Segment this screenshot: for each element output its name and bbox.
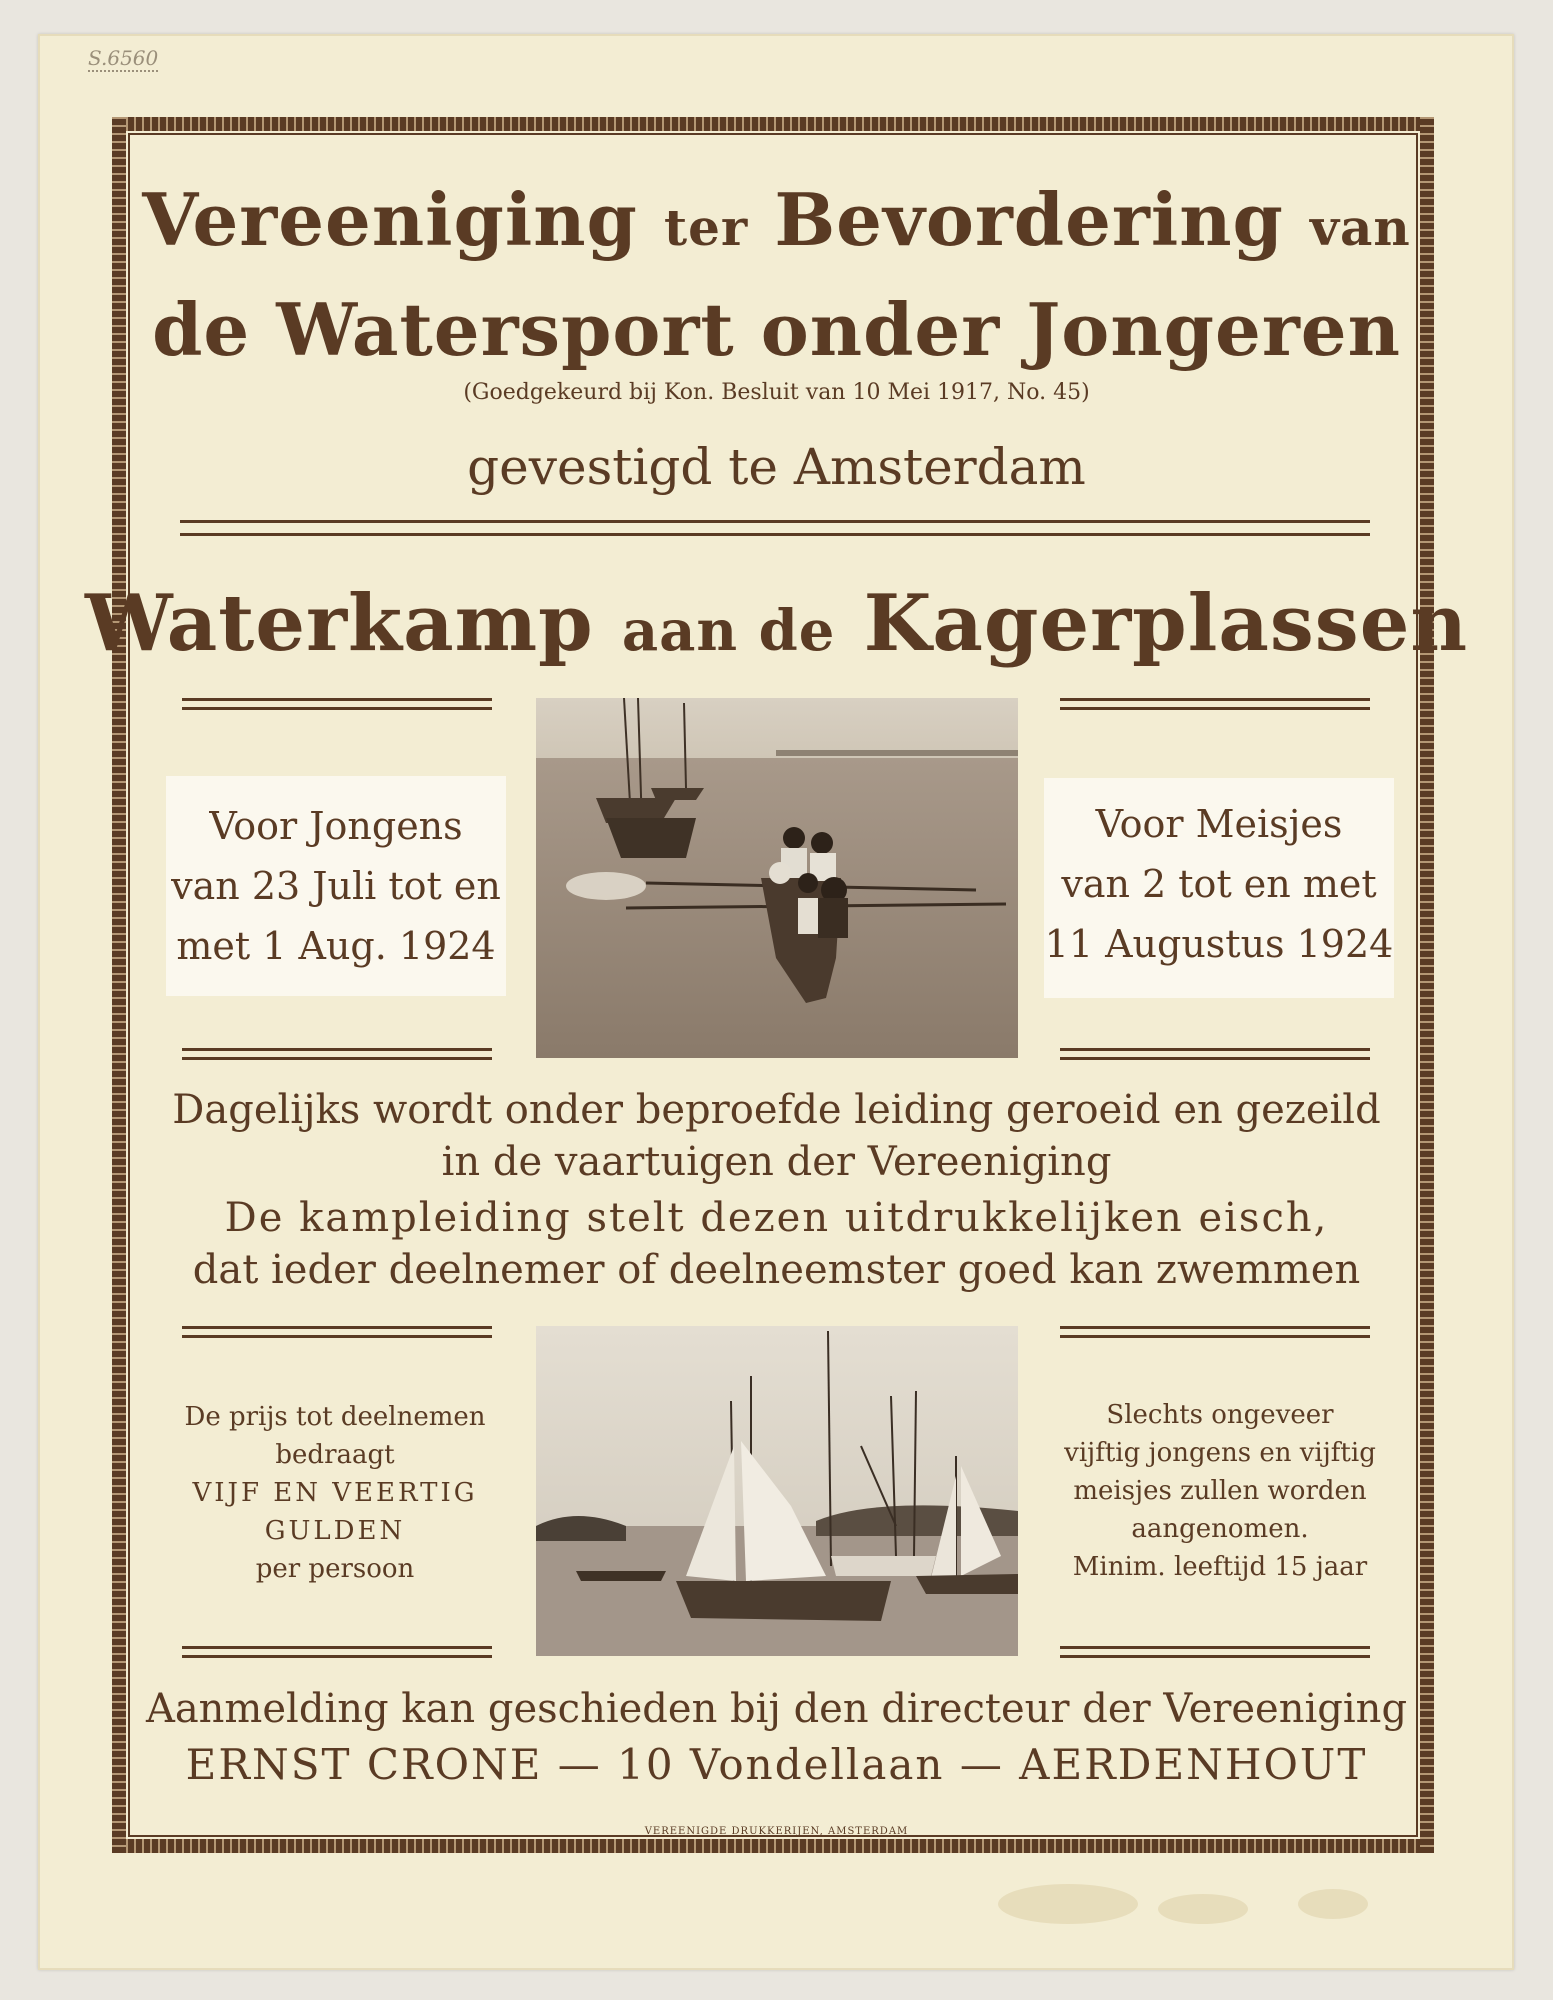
body-line: dat ieder deelnemer of deelneemster goed kan zwemmen (192, 1247, 1361, 1293)
short-rule (182, 1646, 492, 1658)
association-title-line1 (0, 177, 1553, 268)
frame-top (112, 117, 1434, 131)
short-rule (1060, 1326, 1370, 1338)
price-amount: VIJF EN VEERTIG (192, 1478, 478, 1508)
camp-title-word: aan de (621, 598, 836, 664)
frame-bottom (112, 1839, 1434, 1853)
capacity-line: meisjes zullen worden (1073, 1476, 1367, 1506)
girls-line: 11 Augustus 1924 (1044, 922, 1394, 966)
short-rule (182, 1326, 492, 1338)
body-line: in de vaartuigen der Vereeniging (441, 1139, 1112, 1185)
body-line: De kampleiding stelt dezen uitdrukkelijken eisch, (224, 1195, 1329, 1241)
title-word: Bevordering (774, 177, 1284, 262)
capacity-block (1050, 1396, 1390, 1586)
camp-title-word: Waterkamp (84, 578, 594, 669)
boys-dates-box (166, 776, 506, 996)
price-line: bedraagt (275, 1440, 395, 1470)
short-rule (1060, 1048, 1370, 1060)
printer-imprint: VEREENIGDE DRUKKERIJEN, AMSTERDAM (644, 1826, 909, 1837)
title-word: van (1309, 198, 1411, 257)
price-line: De prijs tot deelnemen (184, 1402, 486, 1432)
capacity-line: vijftig jongens en vijftig (1064, 1438, 1376, 1468)
title-word: Vereeniging (142, 177, 638, 262)
rowing-photo (536, 698, 1018, 1058)
price-line: per persoon (255, 1554, 415, 1584)
catalog-mark: S.6560 (88, 46, 159, 70)
registration-address: ERNST CRONE — 10 Vondellaan — AERDENHOUT (185, 1740, 1368, 1789)
boys-line: Voor Jongens (209, 804, 463, 848)
girls-dates-box (1044, 778, 1394, 998)
paper-stain (1158, 1894, 1248, 1924)
price-currency: GULDEN (264, 1516, 406, 1546)
sailing-photo-illustration (536, 1326, 1018, 1656)
girls-line: Voor Meisjes (1095, 802, 1343, 846)
rowing-photo-illustration (536, 698, 1018, 1058)
short-rule (182, 698, 492, 710)
location-line: gevestigd te Amsterdam (467, 438, 1086, 496)
body-line: Dagelijks wordt onder beproefde leiding geroeid en gezeild (172, 1087, 1381, 1133)
capacity-line: Slechts ongeveer (1106, 1400, 1334, 1430)
paper-stain (998, 1884, 1138, 1924)
divider-rule (180, 520, 1370, 536)
title-word: ter (663, 198, 749, 257)
camp-title-word: Kagerplassen (863, 578, 1469, 669)
frame-left (112, 117, 126, 1853)
short-rule (182, 1048, 492, 1060)
frame-right (1420, 117, 1434, 1853)
capacity-line: aangenomen. (1131, 1514, 1309, 1544)
short-rule (1060, 698, 1370, 710)
paper-stain (1298, 1889, 1368, 1919)
camp-title (0, 578, 1553, 669)
girls-line: van 2 tot en met (1061, 862, 1377, 906)
registration-line: Aanmelding kan geschieden bij den directeur der Vereeniging (145, 1686, 1408, 1732)
price-block (170, 1398, 500, 1588)
capacity-line: Minim. leeftijd 15 jaar (1072, 1552, 1368, 1582)
short-rule (1060, 1646, 1370, 1658)
boys-line: met 1 Aug. 1924 (176, 924, 496, 968)
sailing-photo (536, 1326, 1018, 1656)
boys-line: van 23 Juli tot en (171, 864, 501, 908)
approval-note: (Goedgekeurd bij Kon. Besluit van 10 Mei 1917, No. 45) (463, 380, 1090, 405)
association-title-line2: de Watersport onder Jongeren (152, 287, 1401, 372)
